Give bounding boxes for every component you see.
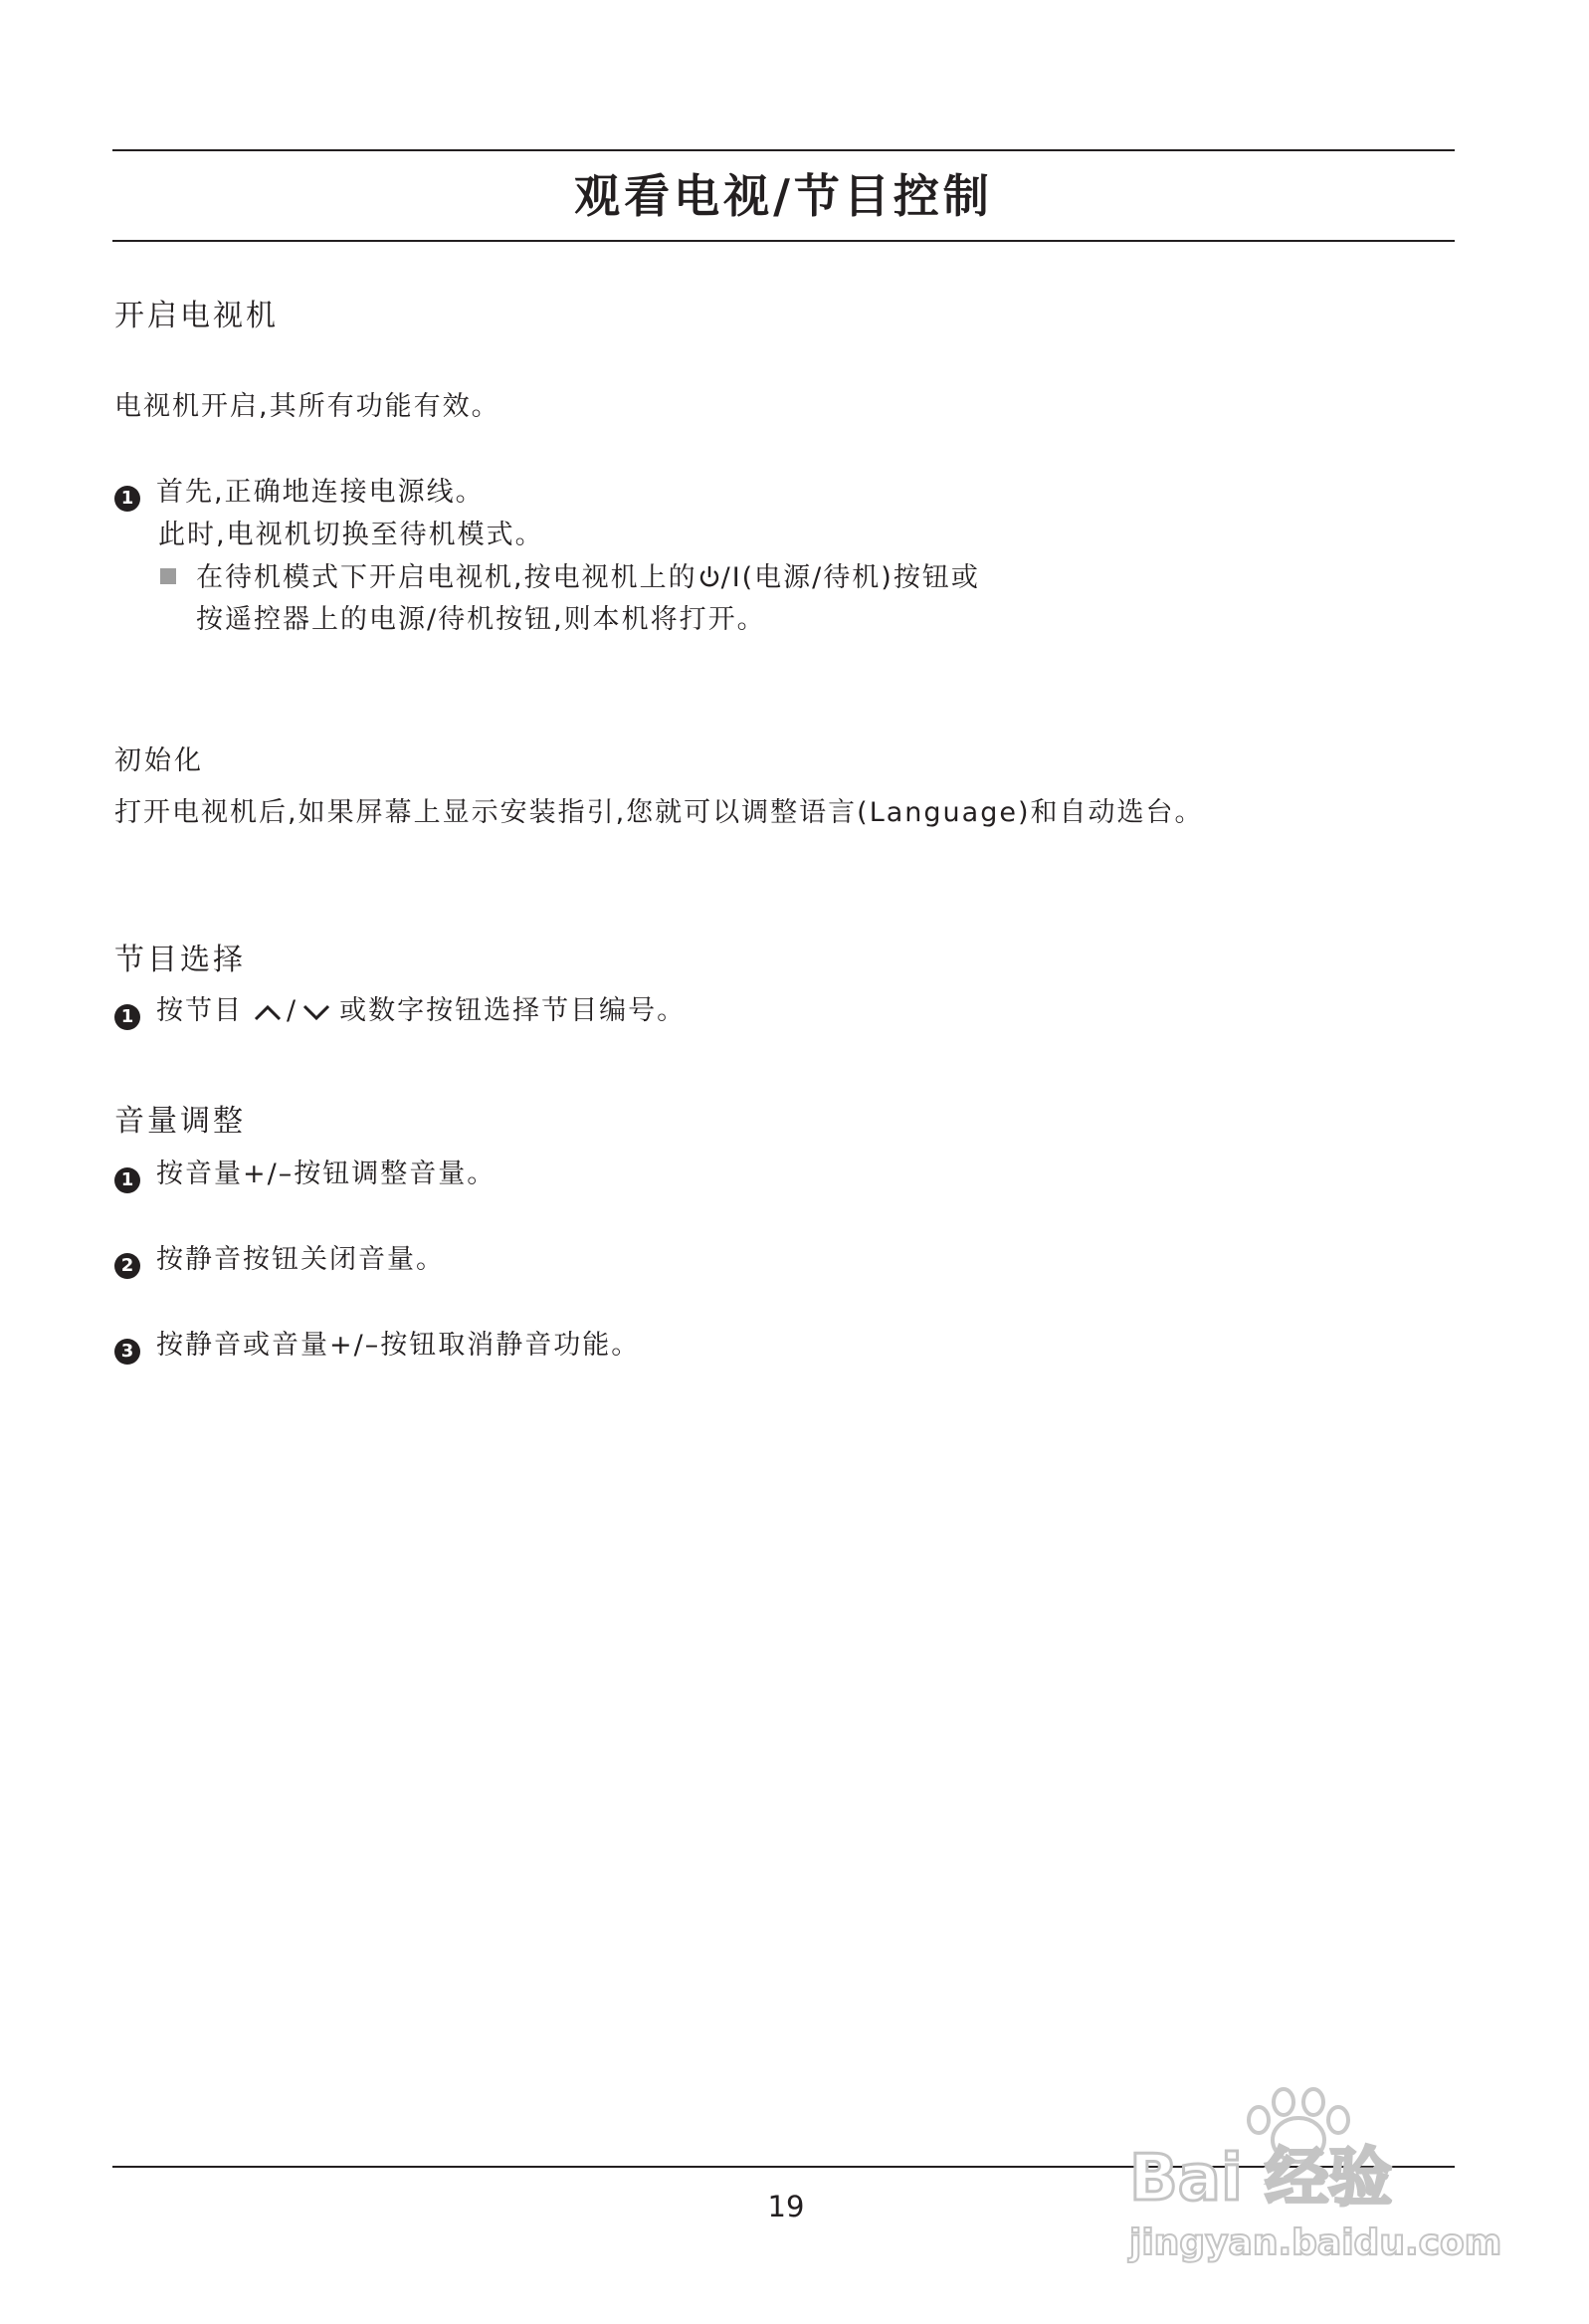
power-step-1-text: 首先,正确地连接电源线。: [156, 477, 485, 508]
title-rule: [112, 240, 1455, 242]
power-note-text-b: /I(电源/待机)按钮或: [720, 562, 980, 593]
chevron-down-icon: [301, 995, 331, 1035]
power-step-1-line2: 此时,电视机切换至待机模式。: [158, 520, 544, 550]
section-heading-init: 初始化: [114, 745, 204, 776]
power-note-text-a: 在待机模式下开启电视机,按电视机上的: [196, 562, 697, 593]
chevron-up-icon: [253, 995, 283, 1035]
watermark-brand: Bai 经验: [1129, 2142, 1393, 2216]
power-note-line1: [160, 558, 980, 602]
power-intro: 电视机开启,其所有功能有效。: [114, 391, 500, 422]
volume-step-2-text: 按静音按钮关闭音量。: [156, 1244, 445, 1275]
step-number-1: 1: [114, 486, 140, 512]
volume-step-1-text: 按音量+/–按钮调整音量。: [156, 1159, 497, 1189]
step-number-2: 2: [114, 1253, 140, 1279]
section-heading-volume: 音量调整: [114, 1104, 246, 1139]
channel-step-text-b: 或数字按钮选择节目编号。: [339, 995, 687, 1026]
square-bullet-icon: [160, 568, 176, 584]
volume-step-2: [114, 1240, 445, 1280]
step-number-3: 3: [114, 1339, 140, 1365]
channel-step-1: [114, 991, 686, 1035]
power-standby-icon: [697, 562, 721, 602]
step-number-1: 1: [114, 1167, 140, 1193]
page-number: 19: [767, 2190, 805, 2223]
watermark-url: jingyan.baidu.com: [1129, 2222, 1502, 2263]
channel-step-text-a: 按节目: [156, 995, 243, 1026]
section-heading-channel: 节目选择: [114, 943, 246, 977]
top-rule: [112, 149, 1455, 151]
channel-step-slash: /: [287, 995, 298, 1026]
init-text: 打开电视机后,如果屏幕上显示安装指引,您就可以调整语言(Language)和自动选台。: [114, 797, 1204, 828]
volume-step-1: [114, 1155, 496, 1194]
volume-step-3-text: 按静音或音量+/–按钮取消静音功能。: [156, 1330, 641, 1361]
power-note-line2: 按遥控器上的电源/待机按钮,则本机将打开。: [196, 604, 766, 635]
power-step-1: [114, 473, 485, 513]
step-number-1: 1: [114, 1004, 140, 1030]
page-title: 观看电视/节目控制: [574, 169, 993, 223]
baidu-watermark: [1109, 2080, 1507, 2279]
section-heading-power: 开启电视机: [114, 299, 279, 333]
volume-step-3: [114, 1326, 640, 1366]
